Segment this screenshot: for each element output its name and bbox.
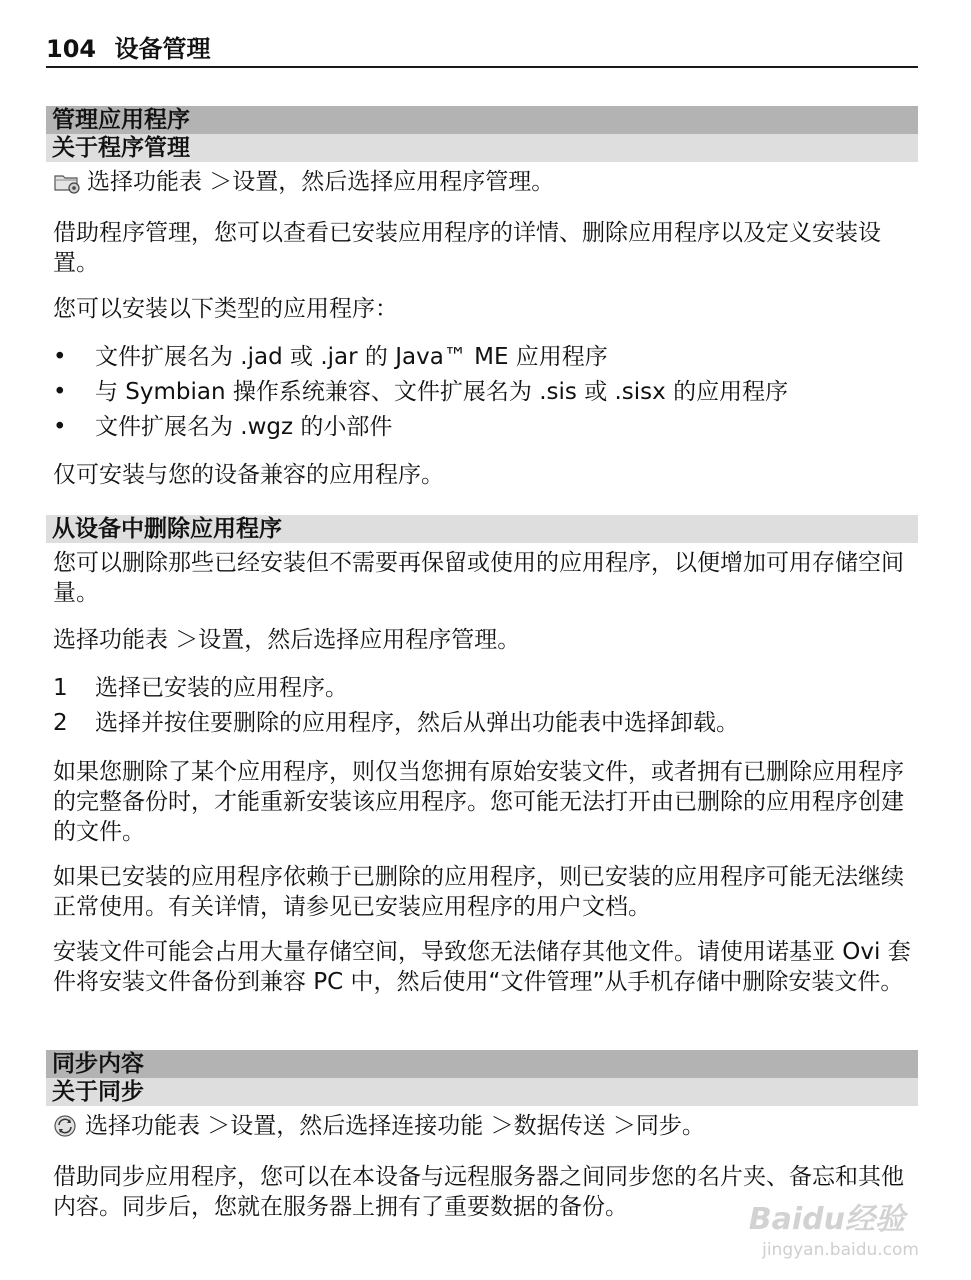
- paragraph: 借助程序管理，您可以查看已安装应用程序的详情、删除应用程序以及定义安装设置。: [53, 220, 881, 276]
- section-title-sync: 同步内容: [46, 1050, 918, 1078]
- paragraph: 您可以删除那些已经安装但不需要再保留或使用的应用程序，以便增加可用存储空间量。: [53, 550, 904, 606]
- paragraph: 如果您删除了某个应用程序，则仅当您拥有原始安装文件，或者拥有已删除应用程序的完整备份时，才能重新安装该应用程序。您可能无法打开由已删除的应用程序创建的文件。: [53, 759, 904, 845]
- chapter-title: 设备管理: [114, 35, 211, 63]
- bullet: •: [53, 344, 67, 370]
- bullet: •: [53, 414, 67, 440]
- baidu-watermark-logo: Baidu经验: [748, 1202, 905, 1237]
- sync-icon: [53, 1114, 79, 1146]
- paragraph: 仅可安装与您的设备兼容的应用程序。: [53, 462, 444, 488]
- list-item-text: 文件扩展名为 .jad 或 .jar 的 Java™ ME 应用程序: [95, 344, 608, 370]
- subsection-title-remove-apps: 从设备中删除应用程序: [46, 515, 918, 543]
- baidu-watermark-url: jingyan.baidu.com: [762, 1240, 919, 1260]
- list-item-text: 与 Symbian 操作系统兼容、文件扩展名为 .sis 或 .sisx 的应用程序: [95, 379, 789, 405]
- paragraph: 安装文件可能会占用大量存储空间，导致您无法储存其他文件。请使用诺基亚 Ovi 套件将安装文件备份到兼容 PC 中，然后使用“文件管理”从手机存储中删除安装文件。: [53, 939, 911, 995]
- paragraph: 如果已安装的应用程序依赖于已删除的应用程序，则已安装的应用程序可能无法继续正常使用。有关详情，请参见已安装应用程序的用户文档。: [53, 864, 904, 920]
- subsection-title-about-app-manager: 关于程序管理: [46, 134, 918, 162]
- section-title-manage-apps: 管理应用程序: [46, 106, 918, 134]
- nav-text: 选择功能表 ＞设置，然后选择连接功能 ＞数据传送 ＞同步。: [85, 1113, 705, 1139]
- step-text: 选择并按住要删除的应用程序，然后从弹出功能表中选择卸载。: [95, 710, 739, 736]
- list-item-text: 文件扩展名为 .wgz 的小部件: [95, 414, 393, 440]
- step-text: 选择已安装的应用程序。: [95, 675, 348, 701]
- nav-path-app-manager: [53, 167, 911, 202]
- paragraph: 您可以安装以下类型的应用程序：: [53, 296, 398, 322]
- running-header: [46, 34, 918, 68]
- step-number: 1: [53, 675, 68, 701]
- nav-path-sync: [53, 1111, 911, 1146]
- app-manager-icon: [53, 170, 81, 202]
- nav-text: 选择功能表 ＞设置，然后选择应用程序管理。: [87, 169, 555, 195]
- step-number: 2: [53, 710, 68, 736]
- page-number: 104: [46, 35, 97, 63]
- subsection-title-about-sync: 关于同步: [46, 1078, 918, 1106]
- nav-path-remove: 选择功能表 ＞设置，然后选择应用程序管理。: [53, 627, 521, 653]
- paragraph: 借助同步应用程序，您可以在本设备与远程服务器之间同步您的名片夹、备忘和其他内容。同步后，您就在服务器上拥有了重要数据的备份。: [53, 1164, 904, 1220]
- bullet: •: [53, 379, 67, 405]
